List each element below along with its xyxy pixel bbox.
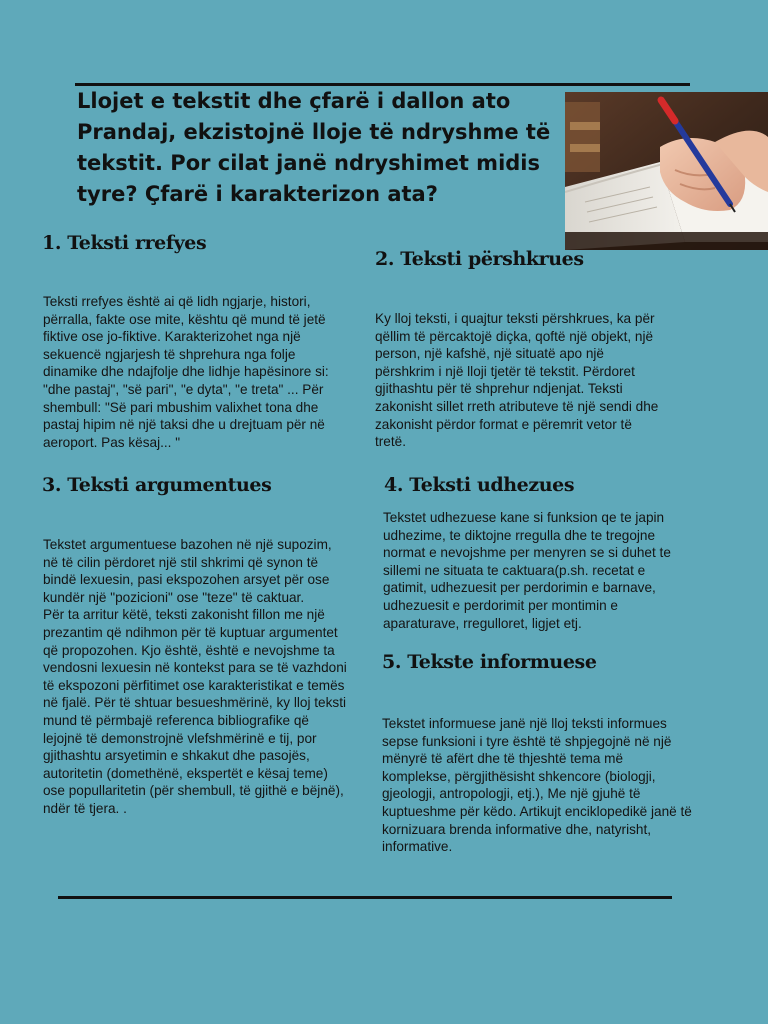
section-5-body: Tekstet informuese janë një lloj teksti informues sepse funksioni i tyre është të shpjegojnë në një mënyrë të afërt dhe të thjeshtë tema më komplekse, përgjithësisht shkencore (biologji, gjeologji, antropologji, etj.), Me një gjuhë të kuptueshme për këdo. Artikujt enciklopedikë janë të kornizuara brenda informative dhe, natyrisht, informative. xyxy=(382,716,692,855)
section-2-heading: 2. Teksti përshkrues xyxy=(375,248,584,270)
section-4-heading: 4. Teksti udhezues xyxy=(384,474,575,496)
section-5-heading: 5. Tekste informuese xyxy=(382,651,597,673)
section-3-body: Tekstet argumentuese bazohen në një supozim, në të cilin përdoret një stil shkrimi që synon të bindë lexuesin, pasi ekspozohen arsyet për ose kundër një "pozicioni" ose "teze" të caktuar. Për ta arritur këtë, teksti zakonisht fillon me një prezantim që ndihmon për të kuptuar argumentet që propozohen. Kjo është, është e nevojshme ta vendosni lexuesin në kontekst para se të vazhdoni të ekspozoni përfitimet ose karakteristikat e temës në fjalë. Për të shtuar besueshmërinë, ky lloj teksti mund të përmbajë referenca bibliografike që lejojnë të demonstrojnë vlefshmërinë e tij, por gjithashtu arsyetimin e shkakut dhe pasojës, autoritetin (domethënë, ekspertët e kësaj teme) ose popullaritetin (për shembull, të gjithë e bëjnë), ndër të tjera. . xyxy=(43,537,347,816)
section-1-body: Teksti rrefyes është ai që lidh ngjarje, histori, përralla, fakte ose mite, kështu që mund të jetë fiktive ose jo-fiktive. Karakterizohet nga një sekuencë ngjarjesh të shprehura nga folje dinamike dhe ndajfolje dhe lidhje hapësinore si: "dhe pastaj", "së pari", "e dyta", "e treta" ... Për shembull: "Së pari mbushim valixhet tona dhe pastaj hipim në një taksi dhe u drejtuam për në aeroport. Pas kësaj... " xyxy=(43,294,329,450)
section-3-heading: 3. Teksti argumentues xyxy=(42,474,272,496)
section-2-body: Ky lloj teksti, i quajtur teksti përshkrues, ka për qëllim të përcaktojë diçka, qoftë një objekt, një person, një kafshë, një situatë apo një përshkrim i një lloji tjetër të tekstit. Përdoret gjithashtu për të shprehur ndjenjat. Teksti zakonisht sillet rreth atributeve të një sendi dhe zakonisht përdor format e përemrit vetor të tretë. xyxy=(375,311,659,450)
writing-hand-photo xyxy=(565,92,768,250)
section-1-heading: 1. Teksti rrefyes xyxy=(42,232,207,254)
bottom-divider-line xyxy=(58,896,672,899)
page-title: Llojet e tekstit dhe çfarë i dallon ato Prandaj, ekzistojnë lloje të ndryshme të tekstit. Por cilat janë ndryshimet midis tyre? Çfarë i karakterizon ata? xyxy=(77,89,551,206)
section-4-body: Tekstet udhezuese kane si funksion qe te japin udhezime, te diktojne rregulla dhe te tregojne normat e nevojshme per menyren se si duhet te sillemi ne situata te caktuara(p.sh. recetat e gatimit, udhezuesit per perdorimin e barnave, udhezuesit e perdorimit per montimin e aparaturave, rregulloret, ligjet etj. xyxy=(383,510,671,631)
